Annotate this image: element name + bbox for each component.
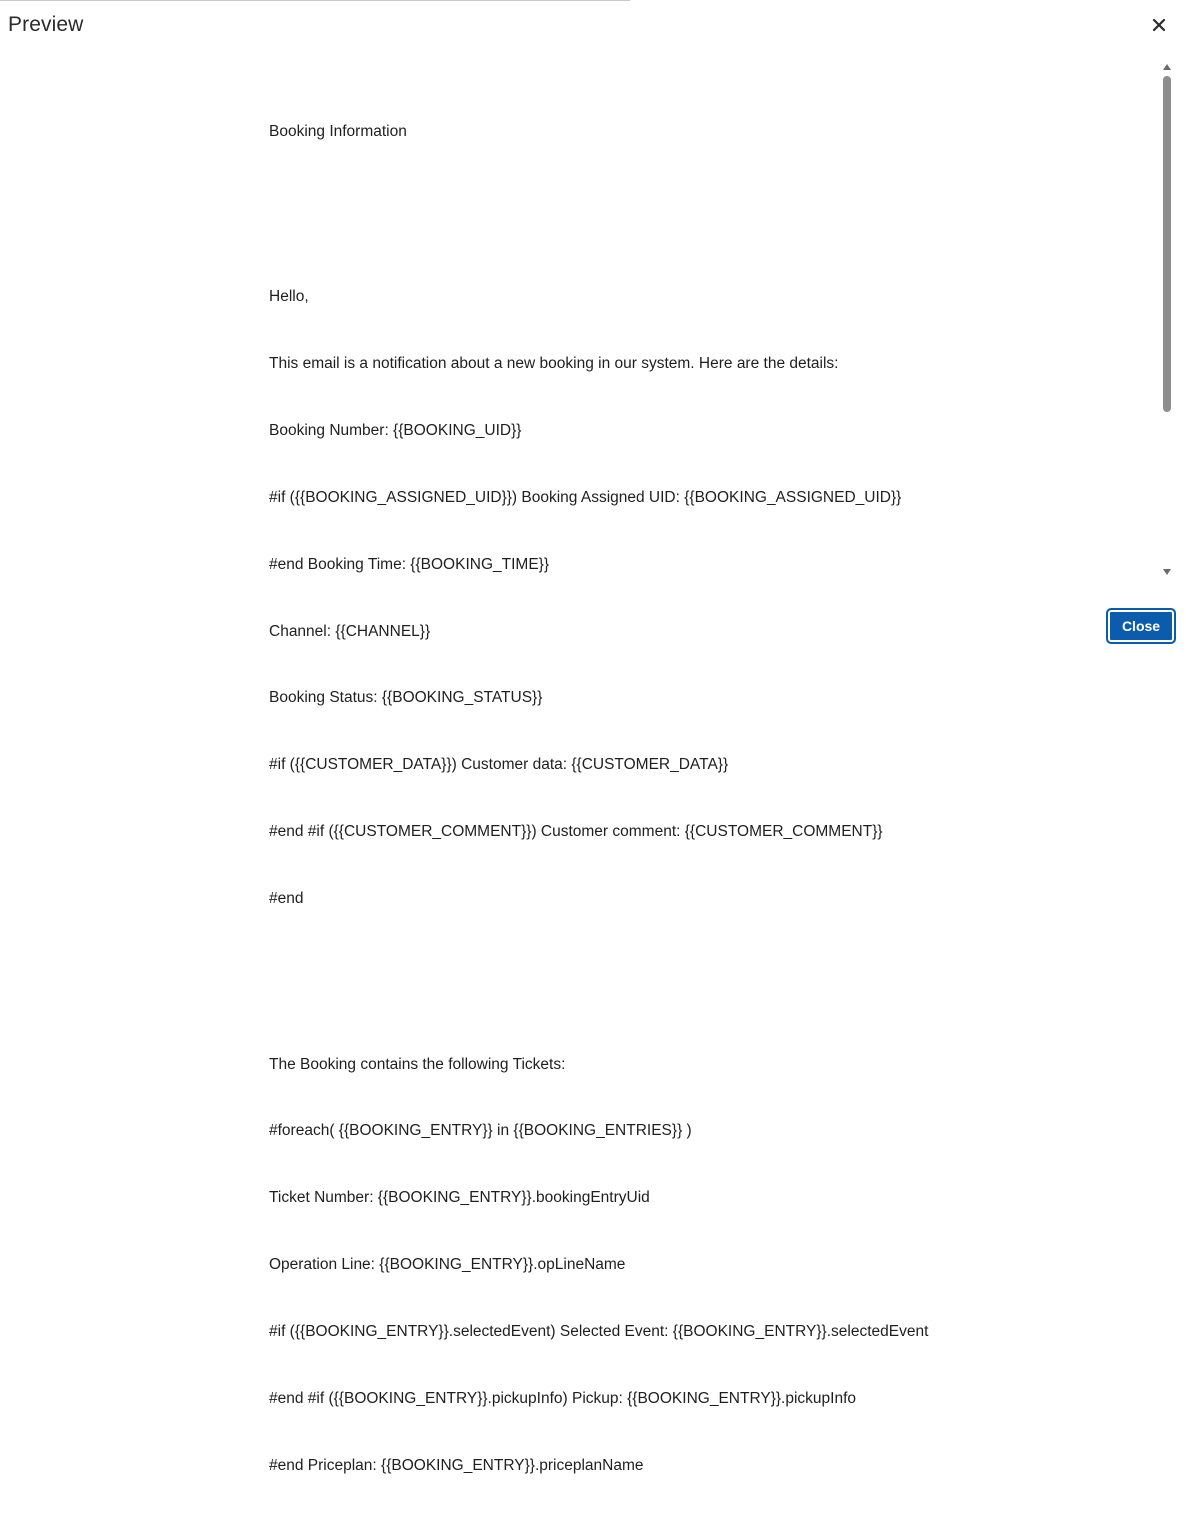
body-line: The Booking contains the following Tickets:	[269, 1055, 566, 1073]
body-line: #end Booking Time: {{BOOKING_TIME}}	[269, 555, 550, 573]
close-button[interactable]: Close	[1106, 608, 1176, 644]
body-line: Booking Number: {{BOOKING_UID}}	[269, 421, 522, 439]
body-line: Ticket Number: {{BOOKING_ENTRY}}.bookingEntryUid	[269, 1189, 650, 1207]
scrollbar-thumb[interactable]	[1163, 76, 1171, 412]
body-line: #end Priceplan: {{BOOKING_ENTRY}}.priceplanName	[269, 1456, 644, 1474]
dialog-title: Preview	[8, 13, 84, 36]
email-heading: Booking Information	[269, 122, 407, 140]
body-line: Hello,	[269, 288, 309, 306]
body-line: #if ({{CUSTOMER_DATA}}) Customer data: {{CUSTOMER_DATA}}	[269, 756, 729, 774]
body-line: Operation Line: {{BOOKING_ENTRY}}.opLineName	[269, 1256, 626, 1274]
body-line: #end #if ({{BOOKING_ENTRY}}.pickupInfo) Pickup: {{BOOKING_ENTRY}}.pickupInfo	[269, 1390, 857, 1408]
body-line: #end	[269, 890, 304, 908]
body-line: Channel: {{CHANNEL}}	[269, 622, 431, 640]
body-line: This email is a notification about a new booking in our system. Here are the details:	[269, 354, 839, 372]
body-line: #foreach( {{BOOKING_ENTRY}} in {{BOOKING_ENTRIES}} )	[269, 1122, 692, 1140]
body-line: #if ({{BOOKING_ENTRY}}.selectedEvent) Selected Event: {{BOOKING_ENTRY}}.selectedEvent	[269, 1323, 929, 1341]
body-line: Booking Status: {{BOOKING_STATUS}}	[269, 689, 543, 707]
body-line: #if ({{BOOKING_ASSIGNED_UID}}) Booking Assigned UID: {{BOOKING_ASSIGNED_UID}}	[269, 488, 902, 506]
email-body	[269, 76, 928, 1522]
body-line: #end #if ({{CUSTOMER_COMMENT}}) Customer comment: {{CUSTOMER_COMMENT}}	[269, 823, 883, 841]
scroll-up-arrow-icon[interactable]	[1162, 62, 1172, 72]
close-icon[interactable]	[1148, 14, 1170, 36]
vertical-scrollbar[interactable]	[1160, 60, 1174, 581]
scroll-down-arrow-icon[interactable]	[1162, 567, 1172, 577]
